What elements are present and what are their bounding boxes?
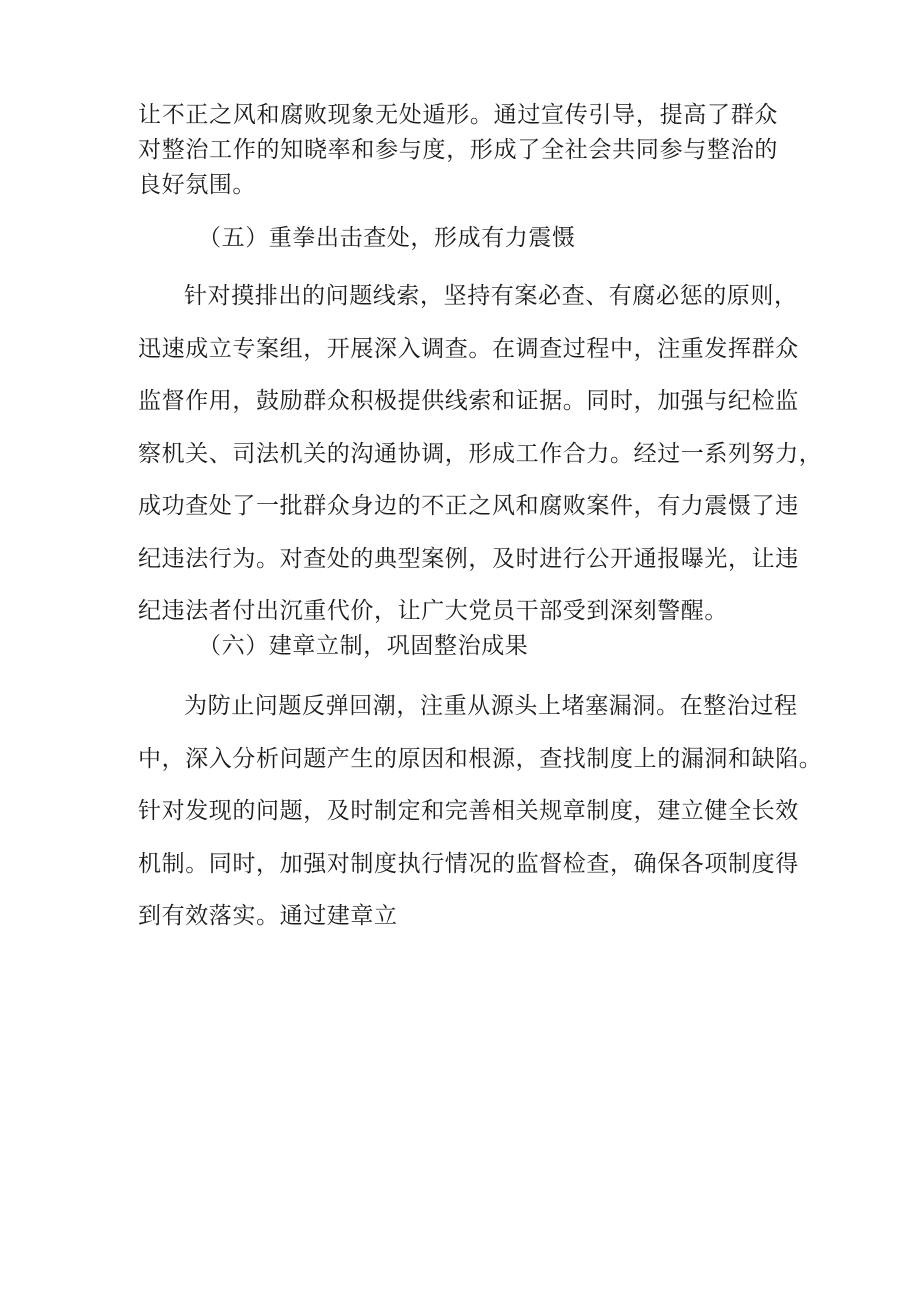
paragraph-line: 针对摸排出的问题线索，坚持有案必查、有腐必惩的原则， bbox=[184, 283, 798, 309]
paragraph-line: 纪违法行为。对查处的典型案例，及时进行公开通报曝光，让违 bbox=[138, 545, 799, 572]
paragraph-line: 中，深入分析问题产生的原因和根源，查找制度上的漏洞和缺陷。 bbox=[138, 745, 823, 772]
paragraph-line: 成功查处了一批群众身边的不正之风和腐败案件，有力震慑了违 bbox=[138, 493, 799, 519]
paragraph-line: 监督作用，鼓励群众积极提供线索和证据。同时，加强与纪检监 bbox=[138, 388, 799, 414]
paragraph-line: 察机关、司法机关的沟通协调，形成工作合力。经过一系列努力， bbox=[138, 440, 823, 467]
paragraph-line: 良好氛围。 bbox=[138, 172, 256, 198]
paragraph-line: 对整治工作的知晓率和参与度，形成了全社会共同参与整治的 bbox=[138, 137, 778, 163]
paragraph-line: 纪违法者付出沉重代价，让广大党员干部受到深刻警醒。 bbox=[138, 598, 728, 624]
section-6-paragraph bbox=[138, 680, 823, 943]
paragraph-line: 机制。同时，加强对制度执行情况的监督检查，确保各项制度得 bbox=[138, 850, 799, 877]
paragraph-line: 迅速成立专案组，开展深入调查。在调查过程中，注重发挥群众 bbox=[138, 335, 799, 362]
paragraph-line: 为防止问题反弹回潮，注重从源头上堵塞漏洞。在整治过程 bbox=[184, 693, 798, 719]
paragraph-line: 针对发现的问题，及时制定和完善相关规章制度，建立健全长效 bbox=[138, 798, 799, 824]
section-6-heading: （六）建章立制，巩固整治成果 bbox=[198, 633, 529, 659]
paragraph-line: 让不正之风和腐败现象无处遁形。通过宣传引导，提高了群众 bbox=[138, 102, 778, 128]
section-5-paragraph bbox=[138, 270, 823, 638]
section-5-heading: （五）重拳出击查处，形成有力震慑 bbox=[198, 225, 576, 251]
paragraph-line: 到有效落实。通过建章立 bbox=[138, 903, 398, 929]
intro-paragraph bbox=[138, 98, 778, 203]
